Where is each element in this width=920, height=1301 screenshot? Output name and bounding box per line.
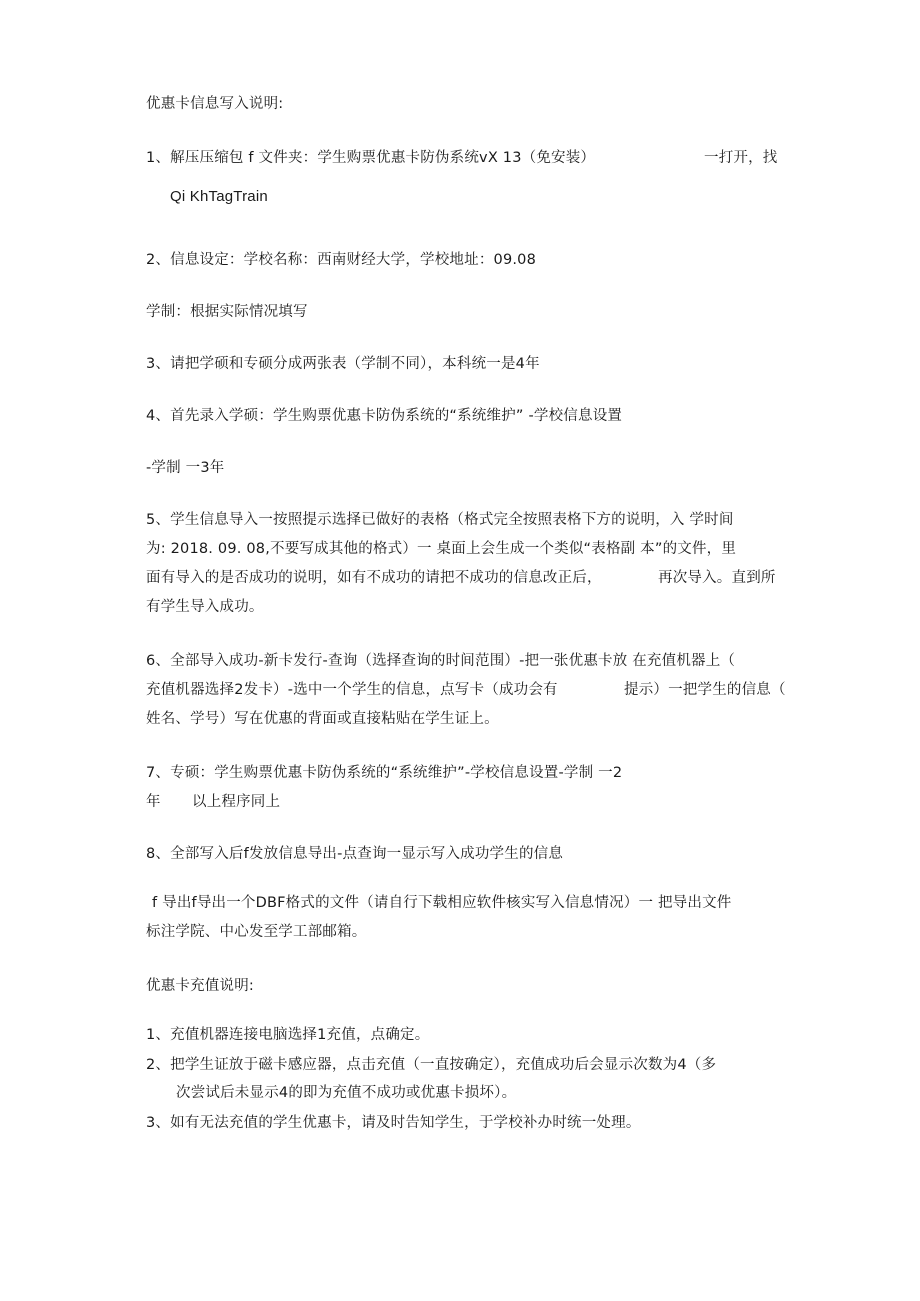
step6-line1: 6、全部导入成功-新卡发行-查询（选择查询的时间范围）-把一张优惠卡放 在充值机器上（ (146, 653, 736, 669)
step4-line1: 4、首先录入学硕：学生购票优惠卡防伪系统的“系统维护” -学校信息设置 (146, 408, 623, 424)
step8-line1: 8、全部写入后f发放信息导出-点查询一显示写入成功学生的信息 (146, 846, 564, 862)
step7-line2a: 年 (146, 794, 161, 810)
recharge-step1: 1、充值机器连接电脑选择1充值，点确定。 (146, 1027, 430, 1043)
step5-line1: 5、学生信息导入一按照提示选择已做好的表格（格式完全按照表格下方的说明，入 学时间 (146, 512, 734, 528)
recharge-step3: 3、如有无法充值的学生优惠卡，请及时告知学生，于学校补办时统一处理。 (146, 1115, 641, 1131)
step1-text-b: 一打开，找 (704, 150, 778, 166)
step5-line3b: 再次导入。直到所 (658, 570, 776, 586)
recharge-step2-line2: 次尝试后未显示4的即为充值不成功或优惠卡损坏）。 (176, 1085, 517, 1101)
recharge-step2-line1: 2、把学生证放于磁卡感应器，点击充值（一直按确定），充值成功后会显示次数为4（多 (146, 1057, 717, 1073)
step7-line2b: 以上程序同上 (192, 794, 281, 810)
step1-text-a: 1、解压压缩包 f 文件夹：学生购票优惠卡防伪系统vX 13（免安装） (146, 150, 596, 166)
step5-line3a: 面有导入的是否成功的说明，如有不成功的请把不成功的信息改正后， (146, 570, 602, 586)
step1-line2: Qi KhTagTrain (170, 188, 268, 205)
step3-line: 3、请把学硕和专硕分成两张表（学制不同），本科统一是4年 (146, 356, 540, 372)
step6-line2b: 提示）一把学生的信息（ (624, 682, 786, 698)
step7-line1: 7、专硕：学生购票优惠卡防伪系统的“系统维护”-学校信息设置-学制 一2 (146, 765, 623, 781)
step6-line3: 姓名、学号）写在优惠的背面或直接粘贴在学生证上。 (146, 711, 499, 727)
section1-title: 优惠卡信息写入说明: (146, 96, 284, 112)
step6-line2a: 充值机器选择2发卡）-选中一个学生的信息，点写卡（成功会有 (146, 682, 558, 698)
section2-title: 优惠卡充值说明: (146, 978, 254, 994)
step5-line2: 为: 2018. 09. 08,不要写成其他的格式）一 桌面上会生成一个类似“表格副 本”的文件，里 (146, 541, 737, 557)
step2-line1: 2、信息设定：学校名称：西南财经大学，学校地址：09.08 (146, 252, 537, 268)
step8-line3: 标注学院、中心发至学工部邮箱。 (146, 924, 367, 940)
step8-line2: f 导出f导出一个DBF格式的文件（请自行下载相应软件核实写入信息情况）一 把导出文件 (152, 895, 732, 911)
step5-line4: 有学生导入成功。 (146, 599, 264, 615)
step2-line2: 学制：根据实际情况填写 (146, 304, 308, 320)
step4-line2: -学制 一3年 (146, 460, 225, 476)
step1-line1 (146, 148, 595, 168)
